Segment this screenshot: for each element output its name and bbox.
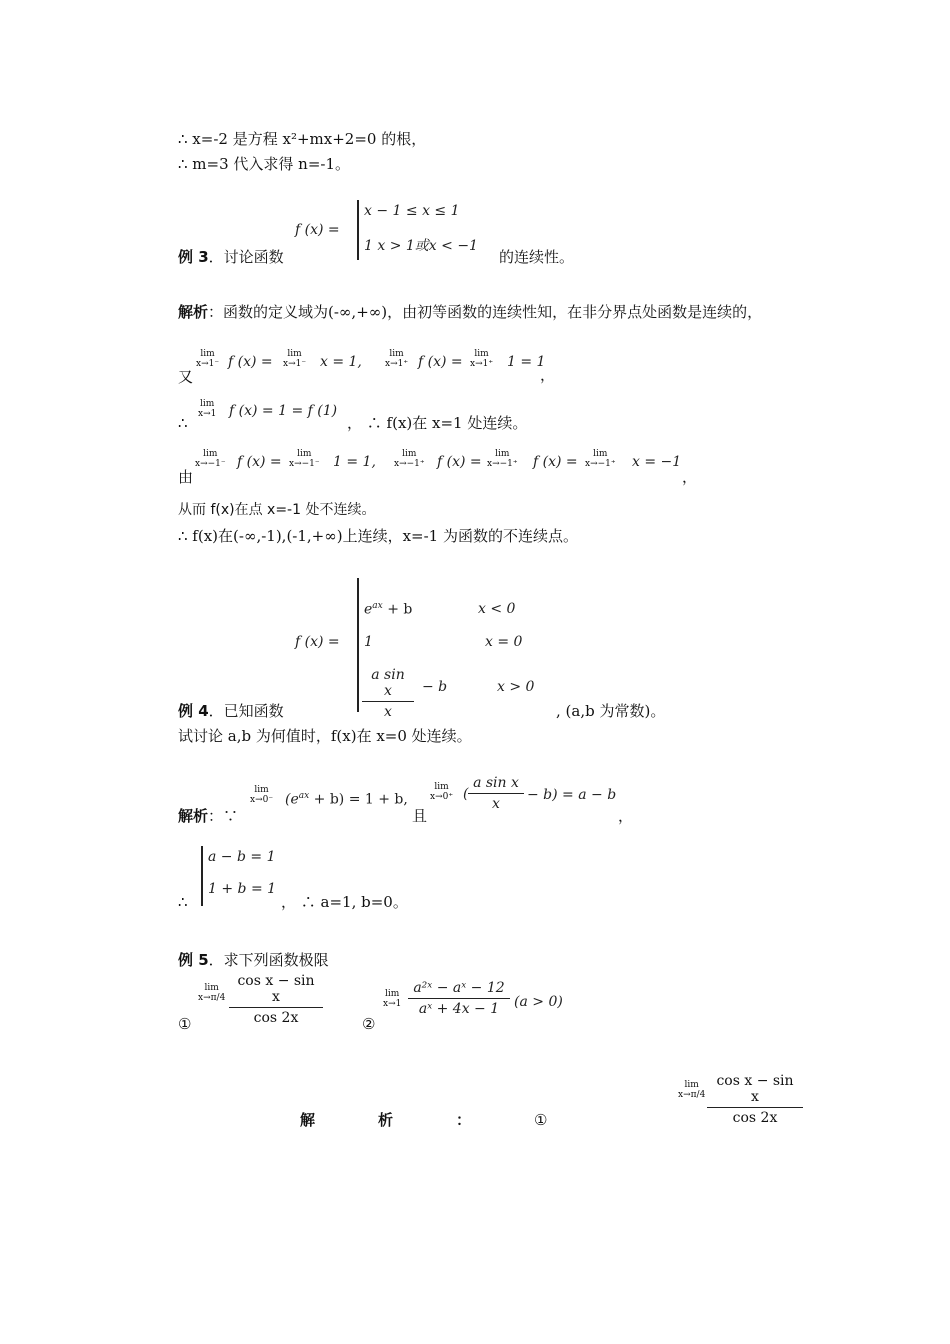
comma-2: ， bbox=[682, 468, 698, 486]
ex5-p1-mark: ① bbox=[178, 1015, 192, 1033]
ex3-heading bbox=[178, 248, 284, 266]
sol4-and: 且 bbox=[412, 807, 428, 825]
ex3-function-name: f (x) = bbox=[295, 222, 340, 238]
sol4-lim1-expr: $(e^{ax} + b) = 1 + b$, bbox=[285, 791, 408, 808]
ex5-p1-lim: lim x→π/4 bbox=[198, 983, 226, 1003]
lim-f-expr: f (x) = bbox=[237, 454, 282, 470]
comma-1: ， bbox=[540, 366, 556, 384]
ex5-heading bbox=[178, 951, 329, 969]
sol4-comma: ， bbox=[618, 807, 634, 825]
lim-c: lim x→1⁺ bbox=[385, 349, 409, 369]
ex4-line2: 试讨论 a,b 为何值时，f(x)在 x=0 处连续。 bbox=[178, 727, 472, 745]
sol4-system-brace bbox=[201, 846, 203, 906]
ex4-case3-fraction: a sin x x bbox=[362, 667, 414, 720]
lim-b-expr: x = 1, bbox=[320, 354, 362, 370]
sol5-lim: lim x→π/4 bbox=[678, 1080, 706, 1100]
ex3-tail: 的连续性。 bbox=[499, 248, 575, 266]
sol5-char-1: 解 bbox=[300, 1111, 316, 1129]
sol4-label: 解析 bbox=[178, 807, 209, 825]
sol3-intro bbox=[178, 303, 762, 321]
lim-g: lim x→−1⁻ bbox=[289, 449, 320, 469]
ex5-p2-mark: ② bbox=[362, 1015, 376, 1033]
sol4-system-eq2: 1 + b = 1 bbox=[208, 881, 277, 897]
sol3-final: ∴ f(x)在(-∞,-1),(-1,+∞)上连续，x=-1 为函数的不连续点。 bbox=[178, 527, 578, 545]
ex4-case2: 1 bbox=[364, 634, 373, 650]
text-line-root: ∴ x=-2 是方程 x²+mx+2=0 的根， bbox=[178, 130, 427, 148]
ex5-p2-fraction: a²ˣ − aˣ − 12 aˣ + 4x − 1 bbox=[408, 980, 510, 1017]
ex4-tail: , (a,b 为常数)。 bbox=[556, 702, 666, 720]
ex4-heading bbox=[178, 702, 284, 720]
ex4-case3-cond: x > 0 bbox=[497, 679, 535, 695]
sol3-not-continuous: 从而 f(x)在点 x=-1 处不连续。 bbox=[178, 502, 376, 518]
sol5-char-2: 析 bbox=[378, 1111, 394, 1129]
lim-e-expr: f (x) = 1 = f (1) bbox=[229, 403, 338, 419]
sol4-system-eq1: a − b = 1 bbox=[208, 849, 276, 865]
ex4-intro: ．已知函数 bbox=[208, 702, 284, 720]
ex3-brace bbox=[357, 200, 359, 260]
sol4-lim2-open: ( bbox=[463, 786, 469, 802]
ex3-intro: ．讨论函数 bbox=[208, 248, 284, 266]
ex3-case2: 1 x > 1或x < −1 bbox=[364, 238, 478, 254]
sol5-char-3: ： bbox=[456, 1111, 472, 1129]
ex5-p1-fraction: cos x − sin x cos 2x bbox=[229, 973, 323, 1026]
ex4-label: 例 4 bbox=[178, 702, 209, 720]
sol5-fraction: cos x − sin x cos 2x bbox=[707, 1073, 803, 1126]
sol3-you-prefix: 又 bbox=[178, 368, 194, 386]
ex4-function-name: f (x) = bbox=[295, 634, 340, 650]
sol4-lim2-fraction: a sin x x bbox=[468, 775, 524, 812]
ex4-case2-cond: x = 0 bbox=[485, 634, 523, 650]
lim-h-expr: f (x) = bbox=[437, 454, 482, 470]
lim-e: lim x→1 bbox=[198, 399, 217, 419]
ex3-label: 例 3 bbox=[178, 248, 209, 266]
lim-j: lim x→−1⁺ bbox=[585, 449, 616, 469]
sol4-colon: ：∵ bbox=[208, 807, 239, 825]
sol4-result: ， ∴ a=1, b=0。 bbox=[281, 893, 408, 911]
lim-i-expr: f (x) = bbox=[533, 454, 578, 470]
lim-a: lim x→1⁻ bbox=[196, 349, 220, 369]
lim-h: lim x→−1⁺ bbox=[394, 449, 425, 469]
text-line-m: ∴ m=3 代入求得 n=-1。 bbox=[178, 155, 351, 173]
ex4-case3-rest: − b bbox=[422, 679, 448, 695]
ex4-case1-cond: x < 0 bbox=[478, 601, 516, 617]
sol4-lim2-rest: − b) = a − b bbox=[527, 787, 617, 803]
sol3-text: ：函数的定义域为(-∞,+∞)，由初等函数的连续性知，在非分界点处函数是连续的， bbox=[208, 303, 763, 321]
lim-f: lim x→−1⁻ bbox=[195, 449, 226, 469]
ex4-case1: $e^{ax} + b$ bbox=[364, 601, 413, 618]
sol3-therefore: ∴ bbox=[178, 414, 188, 432]
ex5-intro: ．求下列函数极限 bbox=[208, 951, 329, 969]
ex5-label: 例 5 bbox=[178, 951, 209, 969]
sol4-lim2: lim x→0⁺ bbox=[430, 782, 454, 802]
lim-i: lim x→−1⁺ bbox=[487, 449, 518, 469]
lim-g-expr: 1 = 1, bbox=[333, 454, 376, 470]
lim-d: lim x→1⁺ bbox=[470, 349, 494, 369]
lim-a-expr: f (x) = bbox=[228, 354, 273, 370]
sol3-you2-prefix: 由 bbox=[178, 468, 194, 486]
sol4-intro bbox=[178, 807, 238, 825]
ex3-case1: x − 1 ≤ x ≤ 1 bbox=[364, 203, 460, 219]
lim-c-expr: f (x) = bbox=[418, 354, 463, 370]
sol4-therefore: ∴ bbox=[178, 893, 188, 911]
lim-d-expr: 1 = 1 bbox=[507, 354, 546, 370]
ex5-p2-lim: lim x→1 bbox=[383, 989, 402, 1009]
sol3-label: 解析 bbox=[178, 303, 209, 321]
lim-j-expr: x = −1 bbox=[632, 454, 682, 470]
sol5-mark: ① bbox=[534, 1111, 548, 1129]
ex4-brace bbox=[357, 578, 359, 712]
sol4-lim1: lim x→0⁻ bbox=[250, 785, 274, 805]
ex5-p2-cond: (a > 0) bbox=[514, 994, 563, 1010]
sol3-conclusion-1: ， ∴ f(x)在 x=1 处连续。 bbox=[347, 414, 528, 432]
lim-b: lim x→1⁻ bbox=[283, 349, 307, 369]
